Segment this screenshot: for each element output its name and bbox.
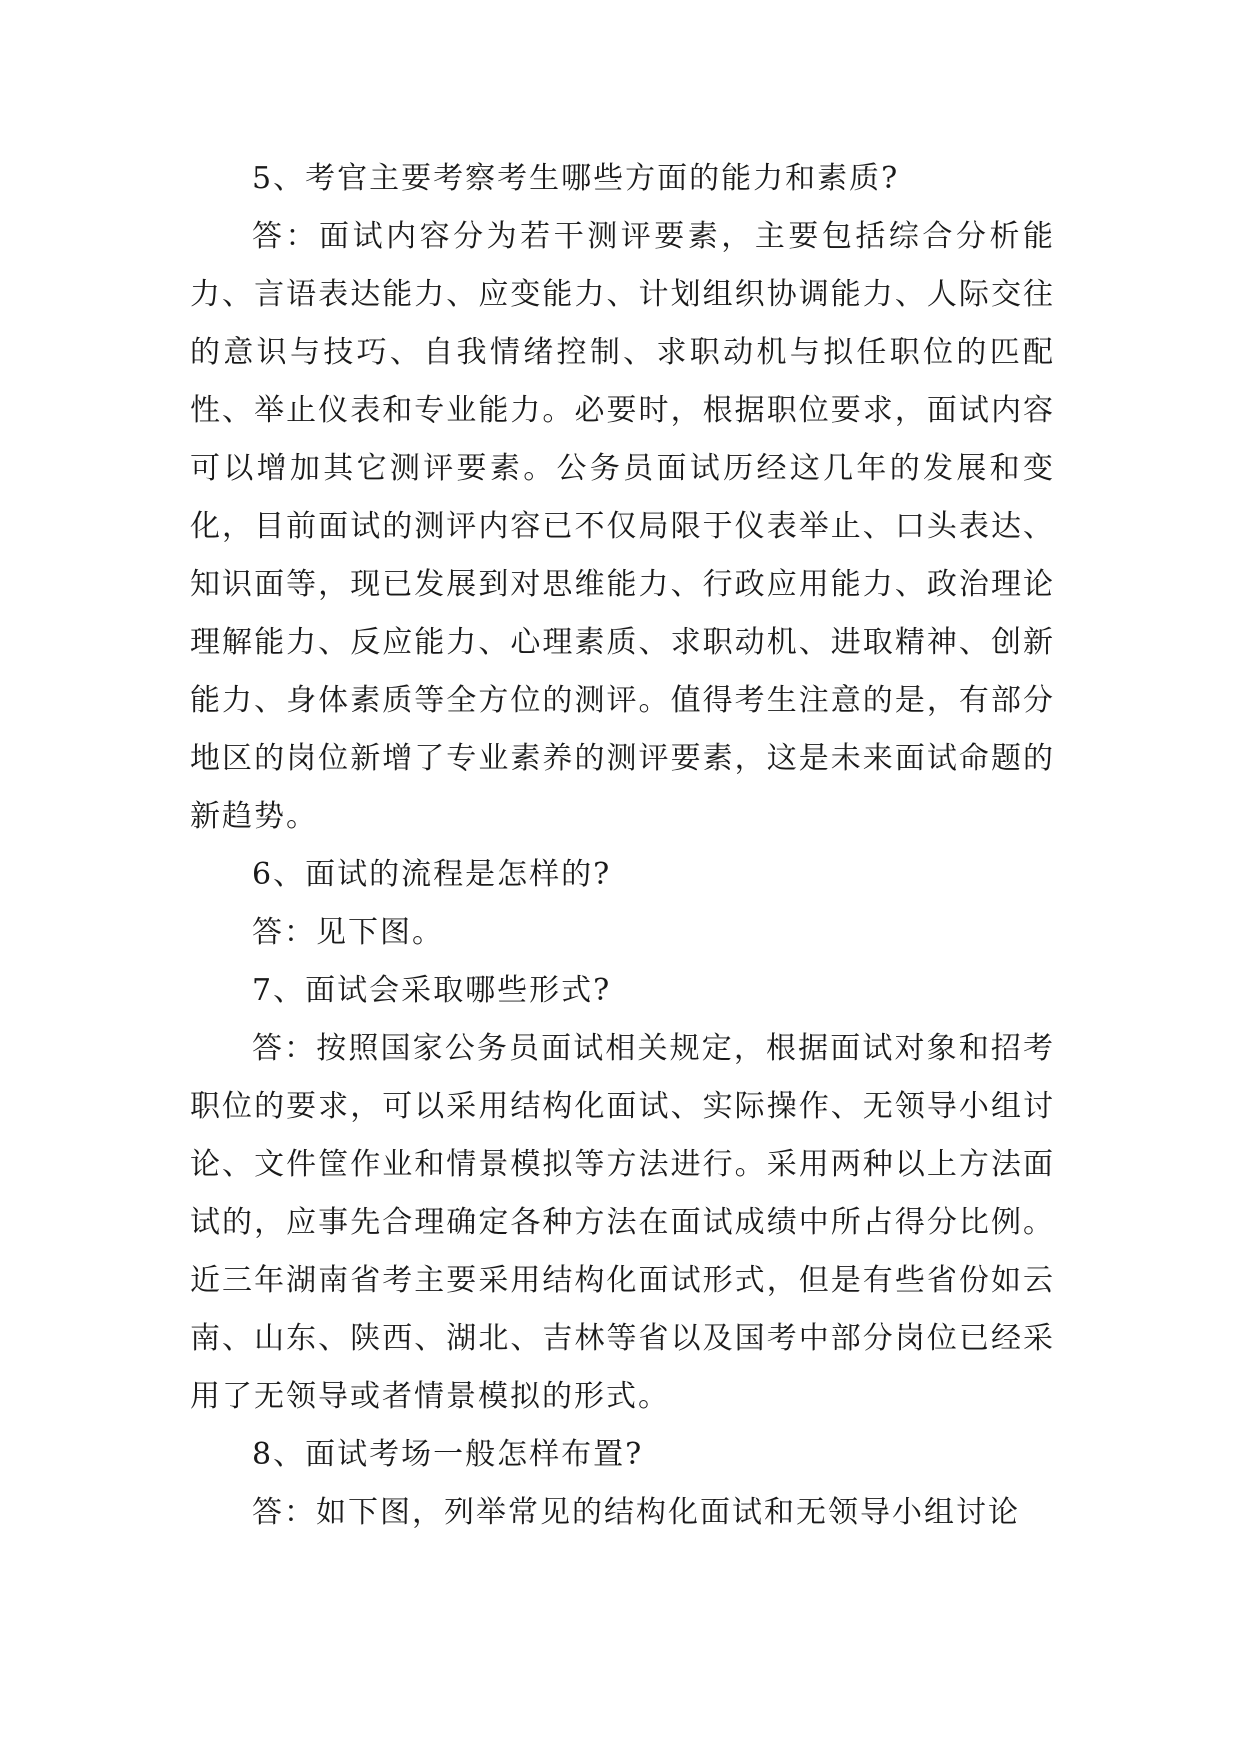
question-6: 6、面试的流程是怎样的? [252,857,612,892]
question-8: 8、面试考场一般怎样布置? [252,1437,644,1472]
document-body [190,150,1055,1542]
answer-8: 答：如下图，列举常见的结构化面试和无领导小组讨论 [252,1495,1020,1530]
answer-6: 答：见下图。 [252,915,444,950]
question-7: 7、面试会采取哪些形式? [252,973,612,1008]
answer-5: 答：面试内容分为若干测评要素，主要包括综合分析能力、言语表达能力、应变能力、计划组织协调能力、人际交往的意识与技巧、自我情绪控制、求职动机与拟任职位的匹配性、举止仪表和专业能力。必要时，根据职位要求，面试内容可以增加其它测评要素。公务员面试历经这几年的发展和变化，目前面试的测评内容已不仅局限于仪表举止、口头表达、知识面等，现已发展到对思维能力、行政应用能力、政治理论理解能力、反应能力、心理素质、求职动机、进取精神、创新能力、身体素质等全方位的测评。值得考生注意的是，有部分地区的岗位新增了专业素养的测评要素，这是未来面试命题的新趋势。 [190,219,1055,834]
answer-7: 答：按照国家公务员面试相关规定，根据面试对象和招考职位的要求，可以采用结构化面试、实际操作、无领导小组讨论、文件筐作业和情景模拟等方法进行。采用两种以上方法面试的，应事先合理确定各种方法在面试成绩中所占得分比例。近三年湖南省考主要采用结构化面试形式，但是有些省份如云南、山东、陕西、湖北、吉林等省以及国考中部分岗位已经采用了无领导或者情景模拟的形式。 [190,1031,1055,1414]
question-5: 5、考官主要考察考生哪些方面的能力和素质? [252,161,900,196]
